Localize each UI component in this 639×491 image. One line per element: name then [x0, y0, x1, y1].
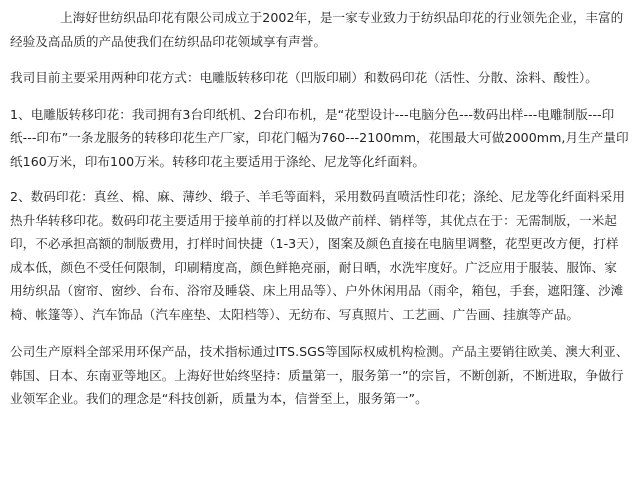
intro-paragraph: 上海好世纺织品印花有限公司成立于2002年，是一家专业致力于纺织品印花的行业领先企业，丰富的经验及高品质的产品使我们在纺织品印花领域享有声誉。 [10, 10, 624, 49]
digital-printing-paragraph: 2、数码印花：真丝、棉、麻、薄纱、缎子、羊毛等面料，采用数码直喷活性印花；涤纶、尼龙等化纤面料采用热升华转移印花。数码印花主要适用于接单前的打样以及做产前样、销样等，其优点在于：无需制版，一米起印，不必承担高额的制版费用，打样时间快捷（1-3天），图案及颜色直接在电脑里调整，花型更改方便，打样成本低，颜色不受任何限制，印刷精度高，颜色鲜艳亮丽，耐日晒，水洗牢度好。广泛应用于服装、服饰、家用纺织品（窗帘、窗纱、台布、浴帘及睡袋、床上用品等）、户外休闲用品（雨伞，箱包，手套，遮阳篷、沙滩椅、帐篷等）、汽车饰品（汽车座垫、太阳档等）、无纺布、写真照片、工艺画、广告画、挂旗等产品。 [10, 189, 625, 322]
quality-philosophy-paragraph: 公司生产原料全部采用环保产品，技术指标通过ITS.SGS等国际权威机构检测。产品主要销往欧美、澳大利亚、韩国、日本、东南亚等地区。上海好世始终坚持：质量第一，服务第一”的宗旨，不断创新，不断进取，争做行业领军企业。我们的理念是“科技创新，质量为本，信誉至上，服务第一”。 [10, 344, 629, 406]
company-profile-document [10, 6, 629, 411]
gravure-transfer-printing-paragraph: 1、电雕版转移印花：我司拥有3台印纸机、2台印布机，是“花型设计---电脑分色---数码出样---电雕制版---印纸---印布”一条龙服务的转移印花生产厂家，印花门幅为760---2100mm，花围最大可做2000mm,月生产量印纸160万米，印布100万米。转移印花主要适用于涤纶、尼龙等化纤面料。 [10, 106, 629, 169]
printing-methods-paragraph: 我司目前主要采用两种印花方式：电雕版转移印花（凹版印刷）和数码印花（活性、分散、涂料、酸性）。 [10, 70, 598, 85]
